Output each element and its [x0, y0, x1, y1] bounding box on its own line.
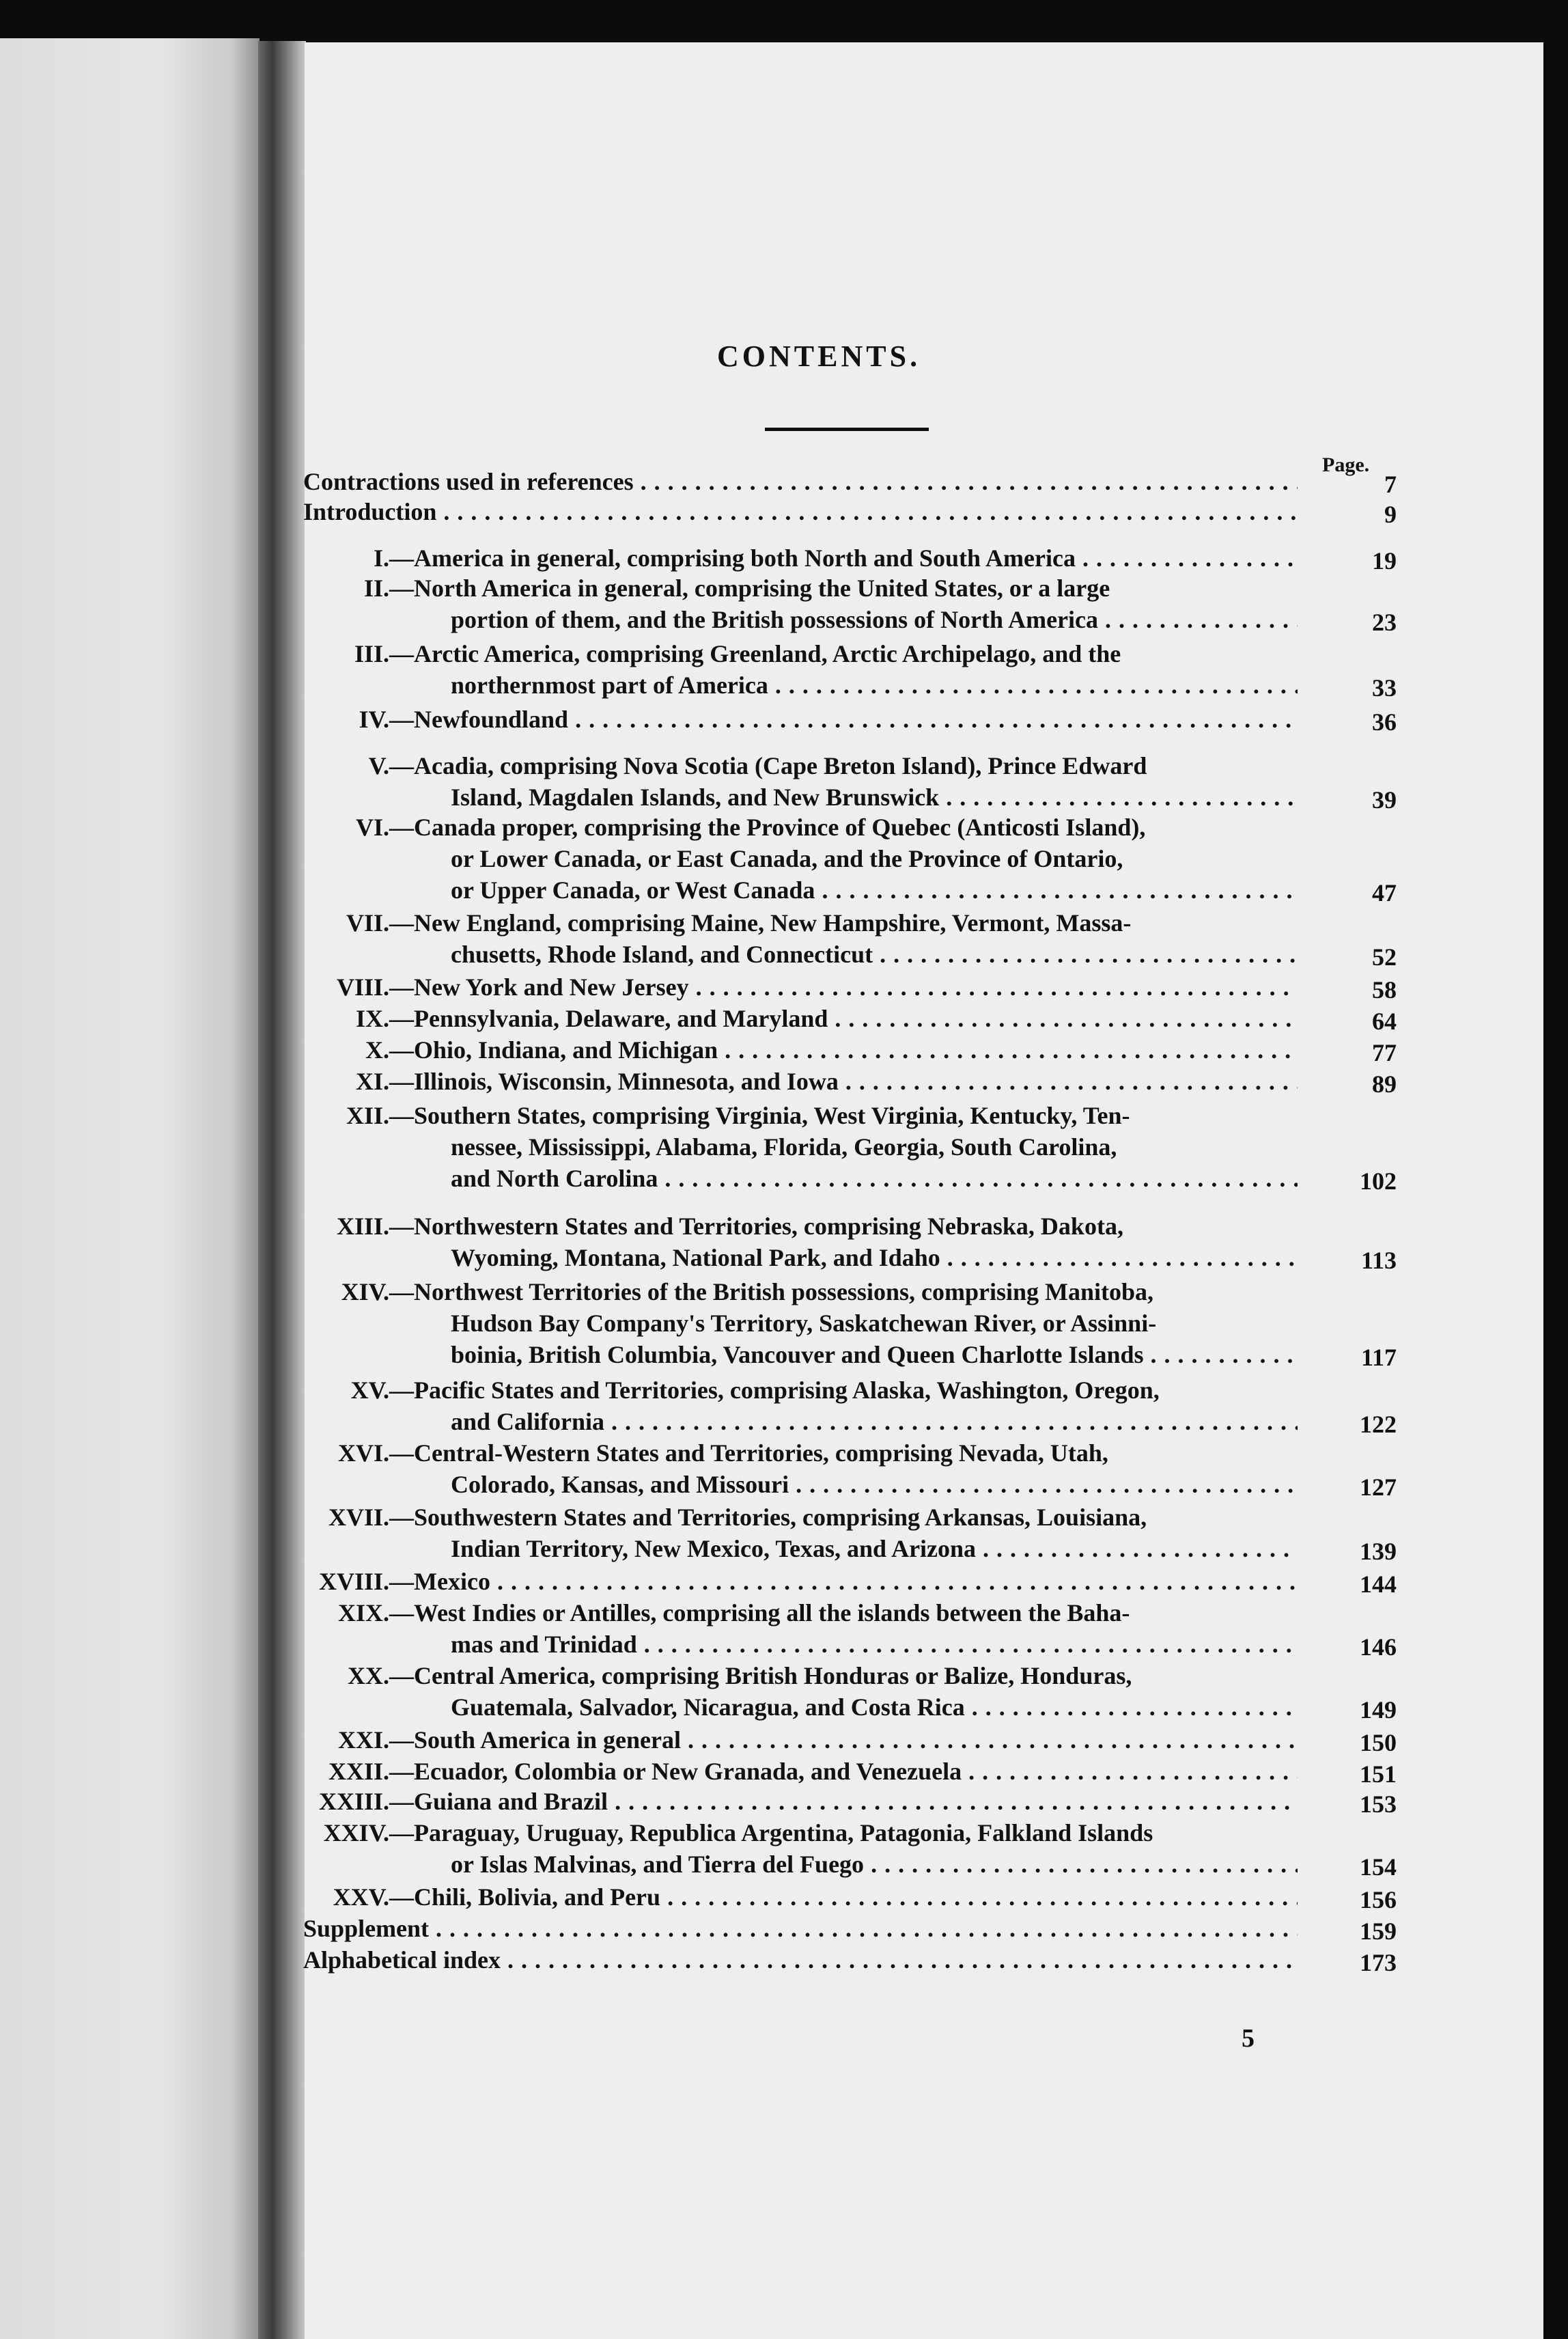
dot-leader: [1151, 1339, 1298, 1370]
toc-entry-page: 7: [1384, 471, 1397, 498]
toc-entry: [348, 1660, 1298, 1723]
toc-entry: [354, 638, 1298, 701]
toc-entry-page: 52: [1372, 943, 1397, 971]
toc-entry-numeral: XVIII.: [318, 1568, 389, 1595]
toc-entry: [303, 466, 1298, 497]
toc-entry-page: 150: [1360, 1729, 1397, 1756]
toc-entry-numeral: VII.: [346, 909, 389, 937]
toc-entry-page: 144: [1360, 1570, 1397, 1598]
toc-entry-text: —Central-Western States and Territories, comprising Nevada, Utah,: [389, 1439, 1108, 1467]
toc-entry-numeral: XIII.: [336, 1213, 389, 1240]
toc-entry-text: —Paraguay, Uruguay, Republica Argentina, Patagonia, Falkland Islands: [389, 1819, 1153, 1846]
page-number: 5: [1242, 2024, 1255, 2053]
toc-entry-text: and North Carolina: [451, 1165, 658, 1192]
toc-entry-text: nessee, Mississippi, Alabama, Florida, Georgia, South Carolina,: [451, 1133, 1117, 1161]
dot-leader: [507, 1944, 1298, 1976]
dot-leader: [436, 1913, 1298, 1944]
toc-entry-text: —Arctic America, comprising Greenland, Arctic Archipelago, and the: [389, 640, 1121, 667]
dot-leader: [835, 1003, 1298, 1034]
toc-entry: [355, 1003, 1298, 1034]
dot-leader: [667, 1881, 1298, 1913]
toc-entry: [355, 1066, 1298, 1097]
dot-leader: [946, 781, 1298, 813]
dot-leader: [575, 704, 1298, 735]
toc-entry: [318, 1566, 1298, 1597]
toc-entry: [328, 1501, 1298, 1564]
toc-entry-text: —Pacific States and Territories, comprising Alaska, Washington, Oregon,: [389, 1376, 1160, 1404]
toc-entry-text: Colorado, Kansas, and Missouri: [451, 1471, 789, 1498]
toc-entry-numeral: XXIII.: [318, 1788, 389, 1815]
toc-entry: [333, 1881, 1298, 1913]
toc-entry-numeral: IX.: [355, 1005, 389, 1032]
toc-entry-numeral: X.: [365, 1036, 389, 1064]
toc-entry-text: —Northwest Territories of the British possessions, comprising Manitoba,: [389, 1278, 1153, 1305]
toc-entry: [337, 1597, 1298, 1660]
toc-entry-numeral: XVI.: [337, 1439, 389, 1467]
dot-leader: [443, 496, 1298, 527]
dot-leader: [725, 1034, 1298, 1066]
toc-entry-text: or Lower Canada, or East Canada, and the Province of Ontario,: [451, 845, 1123, 872]
toc-entry-text: —Northwestern States and Territories, comprising Nebraska, Dakota,: [389, 1213, 1123, 1240]
toc-entry-text: Wyoming, Montana, National Park, and Idaho: [451, 1244, 940, 1271]
dot-leader: [947, 1242, 1298, 1273]
toc-entry-page: 173: [1360, 1949, 1397, 1976]
toc-entry-text: —South America in general: [389, 1726, 681, 1754]
dot-leader: [615, 1786, 1298, 1817]
dot-leader: [968, 1756, 1298, 1787]
toc-entry: [336, 971, 1298, 1003]
toc-entry-text: —America in general, comprising both North and South America: [389, 544, 1076, 572]
toc-entry-text: —Southwestern States and Territories, comprising Arkansas, Louisiana,: [389, 1504, 1147, 1531]
toc-entry-numeral: VIII.: [336, 973, 389, 1001]
dot-leader: [611, 1406, 1298, 1437]
toc-entry-text: mas and Trinidad: [451, 1631, 637, 1658]
toc-entry-page: 139: [1360, 1538, 1397, 1565]
toc-entry-page: 36: [1372, 708, 1397, 736]
toc-entry-numeral: V.: [368, 752, 389, 779]
toc-entry-text: —Newfoundland: [389, 706, 569, 733]
toc-entry-page: 151: [1360, 1760, 1397, 1788]
dot-leader: [983, 1533, 1298, 1564]
toc-entry: [323, 1817, 1298, 1880]
toc-entry-numeral: XIV.: [341, 1278, 389, 1305]
dot-leader: [688, 1724, 1298, 1756]
toc-entry-page: 156: [1360, 1886, 1397, 1913]
toc-entry-page: 64: [1372, 1008, 1397, 1035]
toc-entry-numeral: I.: [373, 544, 389, 572]
toc-entry-page: 47: [1372, 879, 1397, 906]
toc-entry-page: 33: [1372, 674, 1397, 702]
toc-entry: [337, 1437, 1298, 1500]
toc-entry-text: Alphabetical index: [303, 1946, 501, 1974]
toc-entry-page: 89: [1372, 1070, 1397, 1098]
toc-entry-page: 154: [1360, 1853, 1397, 1881]
dot-leader: [644, 1629, 1298, 1660]
toc-entry: [346, 907, 1298, 970]
toc-entry-text: —Acadia, comprising Nova Scotia (Cape Breton Island), Prince Edward: [389, 752, 1147, 779]
toc-entry-page: 127: [1360, 1473, 1397, 1501]
toc-entry-numeral: XX.: [348, 1662, 389, 1689]
toc-entry-text: —Chili, Bolivia, and Peru: [389, 1883, 661, 1911]
toc-entry-numeral: III.: [354, 640, 389, 667]
toc-entry-numeral: XI.: [355, 1068, 389, 1095]
dot-leader: [497, 1566, 1298, 1597]
toc-entry-numeral: XVII.: [328, 1504, 389, 1531]
toc-entry-text: Introduction: [303, 498, 437, 525]
toc-entry: [363, 572, 1298, 635]
toc-entry: [328, 1756, 1298, 1787]
toc-entry: [355, 812, 1298, 906]
toc-entry-page: 149: [1360, 1696, 1397, 1724]
toc-entry-text: —West Indies or Antilles, comprising all the islands between the Baha-: [389, 1599, 1130, 1627]
toc-entry-text: or Upper Canada, or West Canada: [451, 876, 815, 904]
toc-entry-text: —New England, comprising Maine, New Hampshire, Vermont, Massa-: [389, 909, 1132, 937]
toc-entry-numeral: XXI.: [337, 1726, 389, 1754]
toc-entry-text: Contractions used in references: [303, 468, 634, 495]
toc-entry-numeral: XIX.: [337, 1599, 389, 1627]
toc-entry-numeral: XXIV.: [323, 1819, 389, 1846]
toc-entry: [350, 1374, 1298, 1437]
toc-entry-text: chusetts, Rhode Island, and Connecticut: [451, 941, 873, 968]
toc-entry: [368, 750, 1298, 813]
dot-leader: [871, 1849, 1298, 1880]
toc-entry-page: 19: [1372, 547, 1397, 575]
toc-entry-text: —Illinois, Wisconsin, Minnesota, and Iowa: [389, 1068, 839, 1095]
toc-entry-page: 9: [1384, 501, 1397, 528]
toc-entry-text: —Central America, comprising British Honduras or Balize, Honduras,: [389, 1662, 1132, 1689]
toc-entry: [336, 1210, 1298, 1273]
toc-entry-page: 77: [1372, 1039, 1397, 1066]
dot-leader: [972, 1691, 1298, 1723]
toc-entry-page: 159: [1360, 1918, 1397, 1945]
toc-entry-text: —Mexico: [389, 1568, 490, 1595]
toc-entry-page: 117: [1360, 1344, 1397, 1371]
toc-entry-numeral: XXII.: [328, 1758, 389, 1785]
toc-entry-page: 153: [1360, 1790, 1397, 1818]
dot-leader: [664, 1163, 1298, 1194]
toc-entry-text: or Islas Malvinas, and Tierra del Fuego: [451, 1851, 865, 1878]
toc-entry-page: 122: [1360, 1411, 1397, 1438]
toc-entry-numeral: VI.: [355, 814, 389, 841]
toc-entry-page: 146: [1360, 1633, 1397, 1661]
toc-entry: [303, 1913, 1298, 1944]
toc-entry-text: Supplement: [303, 1915, 430, 1942]
toc-entry-text: —North America in general, comprising the United States, or a large: [389, 575, 1110, 602]
dot-leader: [796, 1469, 1298, 1500]
toc-entry-page: 58: [1372, 976, 1397, 1004]
toc-entry-text: —Ecuador, Colombia or New Granada, and Venezuela: [389, 1758, 962, 1785]
toc-entry-text: —Southern States, comprising Virginia, West Virginia, Kentucky, Ten-: [389, 1102, 1130, 1129]
toc-entry-page: 23: [1372, 609, 1397, 636]
toc-entry: [303, 496, 1298, 527]
toc-entry-page: 113: [1360, 1247, 1397, 1274]
toc-entry-numeral: XV.: [350, 1376, 389, 1404]
toc-entry-text: and California: [451, 1408, 605, 1435]
dot-leader: [1082, 542, 1298, 574]
toc-entry-numeral: XXV.: [333, 1883, 389, 1911]
toc-entry-text: —Pennsylvania, Delaware, and Maryland: [389, 1005, 828, 1032]
toc-entry: [346, 1100, 1298, 1194]
dot-leader: [696, 971, 1298, 1003]
toc-entry-text: —Guiana and Brazil: [389, 1788, 608, 1815]
dot-leader: [641, 466, 1298, 497]
toc-entry-text: Hudson Bay Company's Territory, Saskatchewan River, or Assinni-: [451, 1310, 1157, 1337]
toc-entry: [303, 1944, 1298, 1976]
page-column-heading: Page.: [1322, 454, 1370, 476]
toc-entry-page: 39: [1372, 786, 1397, 814]
dot-leader: [822, 874, 1298, 906]
toc-entry-numeral: IV.: [359, 706, 389, 733]
toc-entry-text: Guatemala, Salvador, Nicaragua, and Costa Rica: [451, 1693, 965, 1721]
toc-entry: [341, 1276, 1298, 1370]
toc-entry: [365, 1034, 1298, 1066]
toc-entry-numeral: II.: [363, 575, 389, 602]
dot-leader: [1105, 604, 1298, 635]
toc-entry: [359, 704, 1298, 735]
page-title: CONTENTS.: [717, 340, 921, 373]
dot-leader: [880, 939, 1298, 970]
toc-entry-text: northernmost part of America: [451, 672, 768, 699]
toc-entry-numeral: XII.: [346, 1102, 389, 1129]
toc-entry: [318, 1786, 1298, 1817]
toc-entry: [373, 542, 1298, 574]
toc-entry-text: boinia, British Columbia, Vancouver and Queen Charlotte Islands: [451, 1341, 1144, 1368]
toc-entry-text: portion of them, and the British possessions of North America: [451, 606, 1099, 633]
toc-entry-text: Indian Territory, New Mexico, Texas, and Arizona: [451, 1535, 977, 1562]
dot-leader: [845, 1066, 1298, 1097]
toc-entry-text: Island, Magdalen Islands, and New Brunswick: [451, 784, 940, 811]
toc-entry-page: 102: [1360, 1167, 1397, 1195]
toc-entry-text: —Ohio, Indiana, and Michigan: [389, 1036, 718, 1064]
toc-entry: [337, 1724, 1298, 1756]
dot-leader: [775, 669, 1298, 701]
toc-entry-text: —Canada proper, comprising the Province of Quebec (Anticosti Island),: [389, 814, 1146, 841]
toc-entry-text: —New York and New Jersey: [389, 973, 689, 1001]
